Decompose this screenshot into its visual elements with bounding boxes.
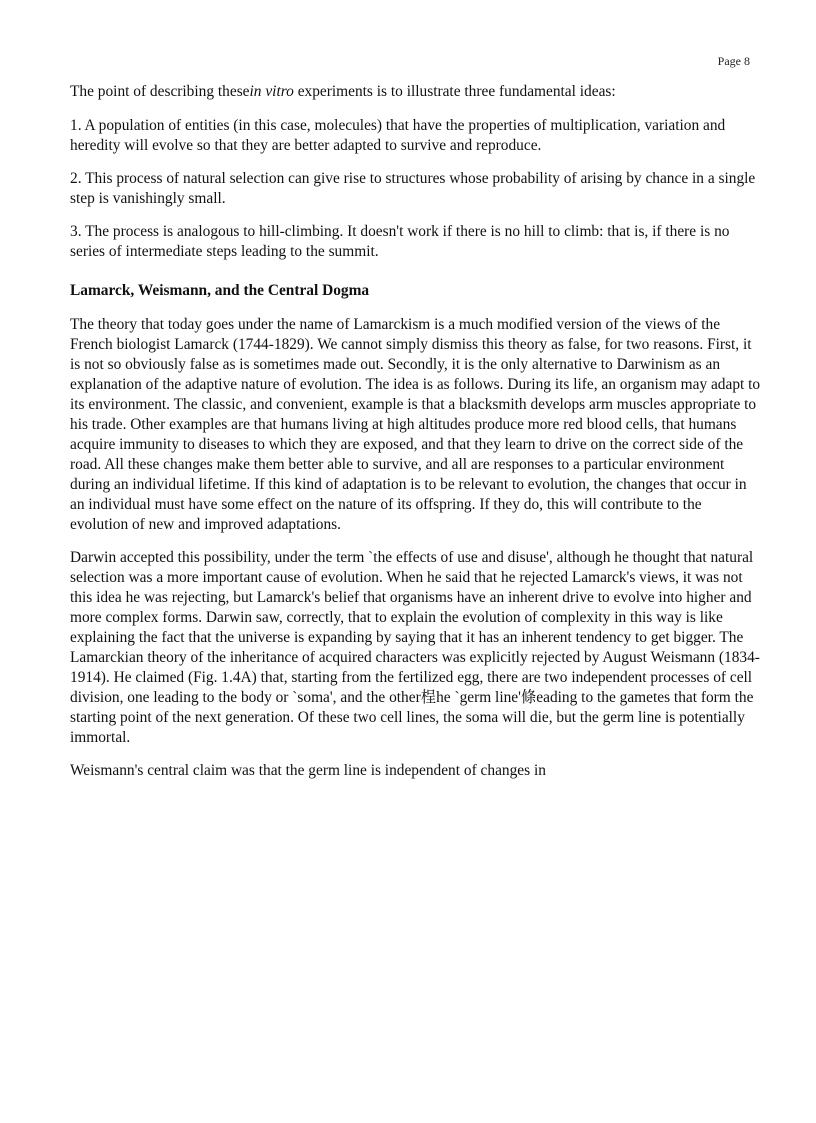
- paragraph-darwin: Darwin accepted this possibility, under the term `the effects of use and disuse', although he thought that natural selection was a more important cause of evolution. When he said that he rejected Lamarck's views, it was not this idea he was rejecting, but Lamarck's belief that organisms have an inherent drive to evolve into higher and more complex forms. Darwin saw, correctly, that to explain the evolution of complexity in this way is like explaining the fact that the universe is expanding by saying that it has an inherent tendency to get bigger. The Lamarckian theory of the inheritance of acquired characters was explicitly rejected by August Weismann (1834-1914). He claimed (Fig. 1.4A) that, starting from the fertilized egg, there are two independent processes of cell division, one leading to the body or `soma', and the other桯he `germ line'條eading to the gametes that form the starting point of the next generation. Of these two cell lines, the soma will die, but the germ line is potentially immortal.: [70, 549, 760, 746]
- intro-italic: in vitro: [249, 83, 294, 100]
- page-number: Page 8: [717, 54, 750, 68]
- intro-text-after: experiments is to illustrate three fundamental ideas:: [293, 83, 616, 100]
- paragraph-lamarckism: The theory that today goes under the name of Lamarckism is a much modified version of the views of the French biologist Lamarck (1744-1829). We cannot simply dismiss this theory as false, for two reasons. First, it is not so obviously false as is sometimes made out. Secondly, it is the only alternative to Darwinism as an explanation of the adaptive nature of evolution. The idea is as follows. During its life, an organism may adapt to its environment. The classic, and convenient, example is that a blacksmith develops arm muscles appropriate to his trade. Other examples are that humans living at high altitudes produce more red blood cells, that humans acquire immunity to diseases to which they are exposed, and that they learn to drive on the correct side of the road. All these changes make them better able to survive, and all are responses to a particular environment during an individual lifetime. If this kind of adaptation is to be relevant to evolution, the changes that occur in an individual must have some effect on the nature of its offspring. If they do, this will contribute to the evolution of new and improved adaptations.: [70, 316, 761, 533]
- point-1: 1. A population of entities (in this case, molecules) that have the properties of multiplication, variation and heredity will evolve so that they are better adapted to survive and reproduce.: [70, 117, 726, 154]
- intro-paragraph: [70, 82, 762, 102]
- point-3: 3. The process is analogous to hill-climbing. It doesn't work if there is no hill to climb: that is, if there is no series of intermediate steps leading to the summit.: [70, 223, 730, 260]
- document-body: [70, 82, 762, 794]
- point-2: 2. This process of natural selection can give rise to structures whose probability of arising by chance in a single step is vanishingly small.: [70, 170, 756, 207]
- intro-text-before: The point of describing these: [70, 83, 250, 100]
- paragraph-weismann: Weismann's central claim was that the germ line is independent of changes in: [70, 762, 546, 779]
- section-heading: Lamarck, Weismann, and the Central Dogma: [70, 282, 370, 299]
